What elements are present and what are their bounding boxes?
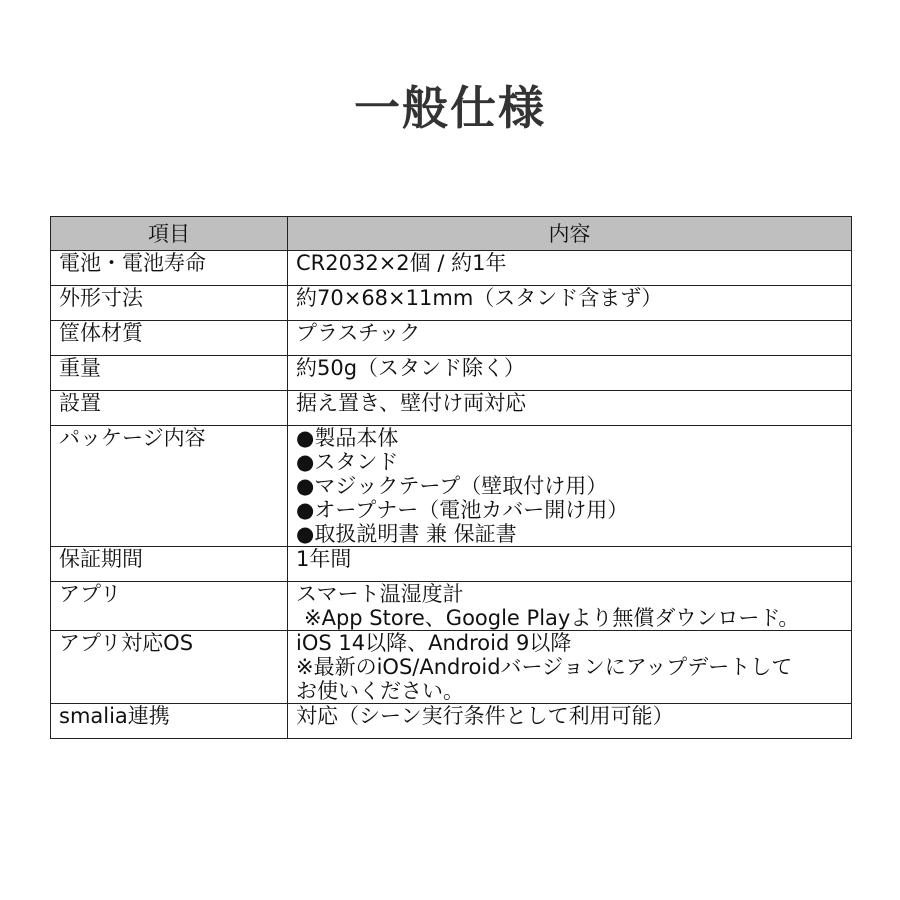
row-value [288,547,852,582]
row-value-line: お使いください。 [296,679,464,703]
table-row [51,251,852,286]
row-label: 設置 [51,391,288,426]
row-value [288,321,852,356]
row-value [288,582,852,631]
table-row [51,321,852,356]
page-title: 一般仕様 [354,81,546,135]
row-value-line: 1年間 [296,547,352,571]
row-label: アプリ対応OS [51,631,288,704]
table-row [51,547,852,582]
header-item: 項目 [51,217,288,251]
row-value-line: 約50g（スタンド除く） [296,356,526,380]
table-row [51,286,852,321]
row-value-line: スマート温湿度計 [296,582,464,606]
table-row [51,391,852,426]
row-value-line: ●製品本体 [296,426,399,450]
row-value [288,251,852,286]
header-content: 内容 [288,217,852,251]
row-value-line: CR2032×2個 / 約1年 [296,251,507,275]
row-value [288,704,852,739]
row-value [288,286,852,321]
table-row [51,426,852,547]
row-label: 外形寸法 [51,286,288,321]
row-value-line: 据え置き、壁付け両対応 [296,391,527,415]
row-value [288,391,852,426]
row-value-line: プラスチック [296,321,421,345]
table-row [51,356,852,391]
row-value-line: ●取扱説明書 兼 保証書 [296,522,517,546]
table-row [51,582,852,631]
row-value [288,356,852,391]
row-label: パッケージ内容 [51,426,288,547]
row-label: 電池・電池寿命 [51,251,288,286]
row-label: smalia連携 [51,704,288,739]
row-value-line: ※App Store、Google Playより無償ダウンロード。 [304,606,800,630]
spec-table [50,216,852,739]
table-header-row [51,217,852,251]
row-value-line: ●オープナー（電池カバー開け用） [296,498,629,522]
row-label: 筐体材質 [51,321,288,356]
row-value-line: ●スタンド [296,450,399,474]
row-value-line: 対応（シーン実行条件として利用可能） [296,704,674,728]
row-value-line: ●マジックテープ（壁取付け用） [296,474,608,498]
row-value-line: iOS 14以降、Android 9以降 [296,631,572,655]
row-label: アプリ [51,582,288,631]
row-value [288,631,852,704]
row-label: 重量 [51,356,288,391]
table-row [51,704,852,739]
row-label: 保証期間 [51,547,288,582]
row-value-line: ※最新のiOS/Androidバージョンにアップデートして [296,655,793,679]
row-value-line: 約70×68×11mm（スタンド含まず） [296,286,663,310]
row-value [288,426,852,547]
table-row [51,631,852,704]
